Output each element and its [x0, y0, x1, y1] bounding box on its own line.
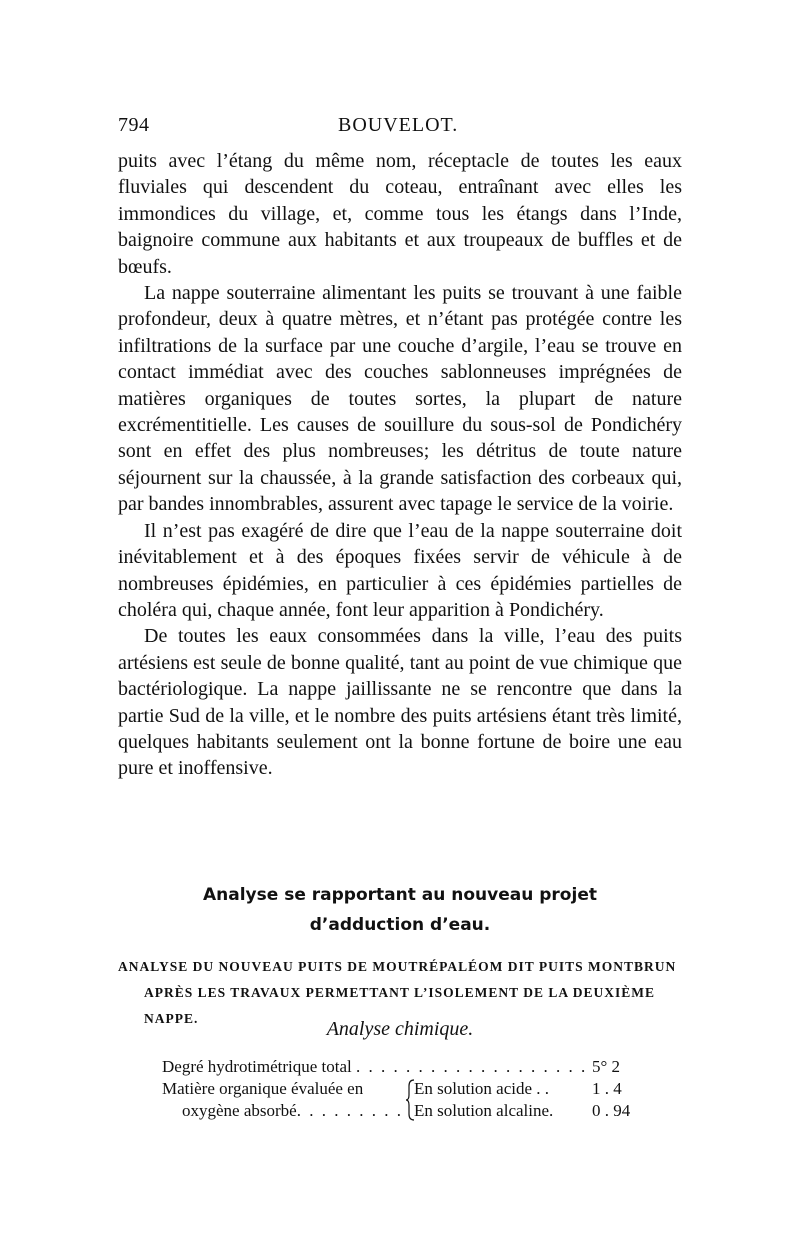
page-number: 794 [118, 114, 150, 136]
paragraph: puits avec l’étang du même nom, réceptacle de toutes les eaux fluviales qui descendent du coteau, entraînant avec elles les immondices du village, et, comme tous les étangs dans l’Inde, baignoire commune aux habitants et aux troupeaux de buffles et de bœufs. [118, 150, 682, 278]
results-row-organic-alkaline [162, 1100, 652, 1122]
paragraph: De toutes les eaux consommées dans la ville, l’eau des puits artésiens est seule de bonne qualité, tant au point de vue chimique que bactériologique. La nappe jaillissante ne se rencontre que dans la partie Sud de la ville, et le nombre des puits artésiens étant très limité, quelques habitants seulement ont la bonne fortune de boire une eau pure et inoffensive. [118, 625, 682, 780]
results-row-organic-acid [162, 1078, 652, 1100]
acid-label: En solution acide . . [414, 1079, 550, 1098]
results-row-hardness [162, 1056, 652, 1078]
hardness-label [162, 1056, 587, 1078]
organic-label-line2-text: oxygène absorbé [182, 1101, 297, 1120]
paragraph: La nappe souterraine alimentant les puits se trouvant à une faible profondeur, deux à quatre mètres, et n’étant pas protégée contre les infiltrations de la surface par une couche d’argile, l’eau se trouve en contact immédiat avec des couches sablonneuses imprégnées de matières organiques de toutes sortes, la plupart de nature excrémentitielle. Les causes de souillure du sous-sol de Pondichéry sont en effet des plus nombreuses; les détritus de toute nature séjournent sur la chaussée, à la grande satisfaction des corbeaux qui, par bandes innombrables, assurent avec tapage le service de la voirie. [118, 282, 682, 516]
running-title: BOUVELOT. [338, 114, 459, 136]
section-heading-line: d’adduction d’eau. [309, 915, 491, 935]
analysis-title-line: APRÈS LES TRAVAUX PERMETTANT L’ISOLEMENT DE LA DEUXIÈME [144, 985, 655, 1000]
analysis-title-line: NAPPE. [144, 1011, 199, 1026]
leader-dots: . . . . . . . . . [296, 1101, 403, 1120]
paragraph: Il n’est pas exagéré de dire que l’eau de la nappe souterraine doit inévitablement et à des époques fixées servir de véhicule à de nombreuses épidémies, en particulier à ces épidémies partielles de choléra qui, chaque année, font leur apparition à Pondichéry. [118, 519, 682, 621]
section-heading-line: Analyse se rapportant au nouveau projet [203, 885, 597, 905]
acid-value: 1 . 4 [592, 1079, 622, 1098]
section-heading [118, 880, 682, 940]
leader-dots: . . . . . . . . . . . . . . . . . . . [356, 1057, 588, 1076]
body-text [118, 148, 682, 782]
analysis-subheading: Analyse chimique. [326, 1018, 474, 1040]
alkaline-label: En solution alcaline. [414, 1101, 554, 1120]
analysis-title-line: ANALYSE DU NOUVEAU PUITS DE MOUTRÉPALÉOM DIT PUITS MONTBRUN [118, 959, 677, 974]
alkaline-value: 0 . 94 [592, 1101, 631, 1120]
organic-label-line2 [162, 1100, 403, 1122]
organic-label-line1: Matière organique évaluée en [162, 1079, 364, 1098]
results-table [162, 1056, 652, 1122]
hardness-label-text: Degré hydrotimétrique total [162, 1057, 352, 1076]
hardness-value: 5° 2 [592, 1057, 621, 1076]
